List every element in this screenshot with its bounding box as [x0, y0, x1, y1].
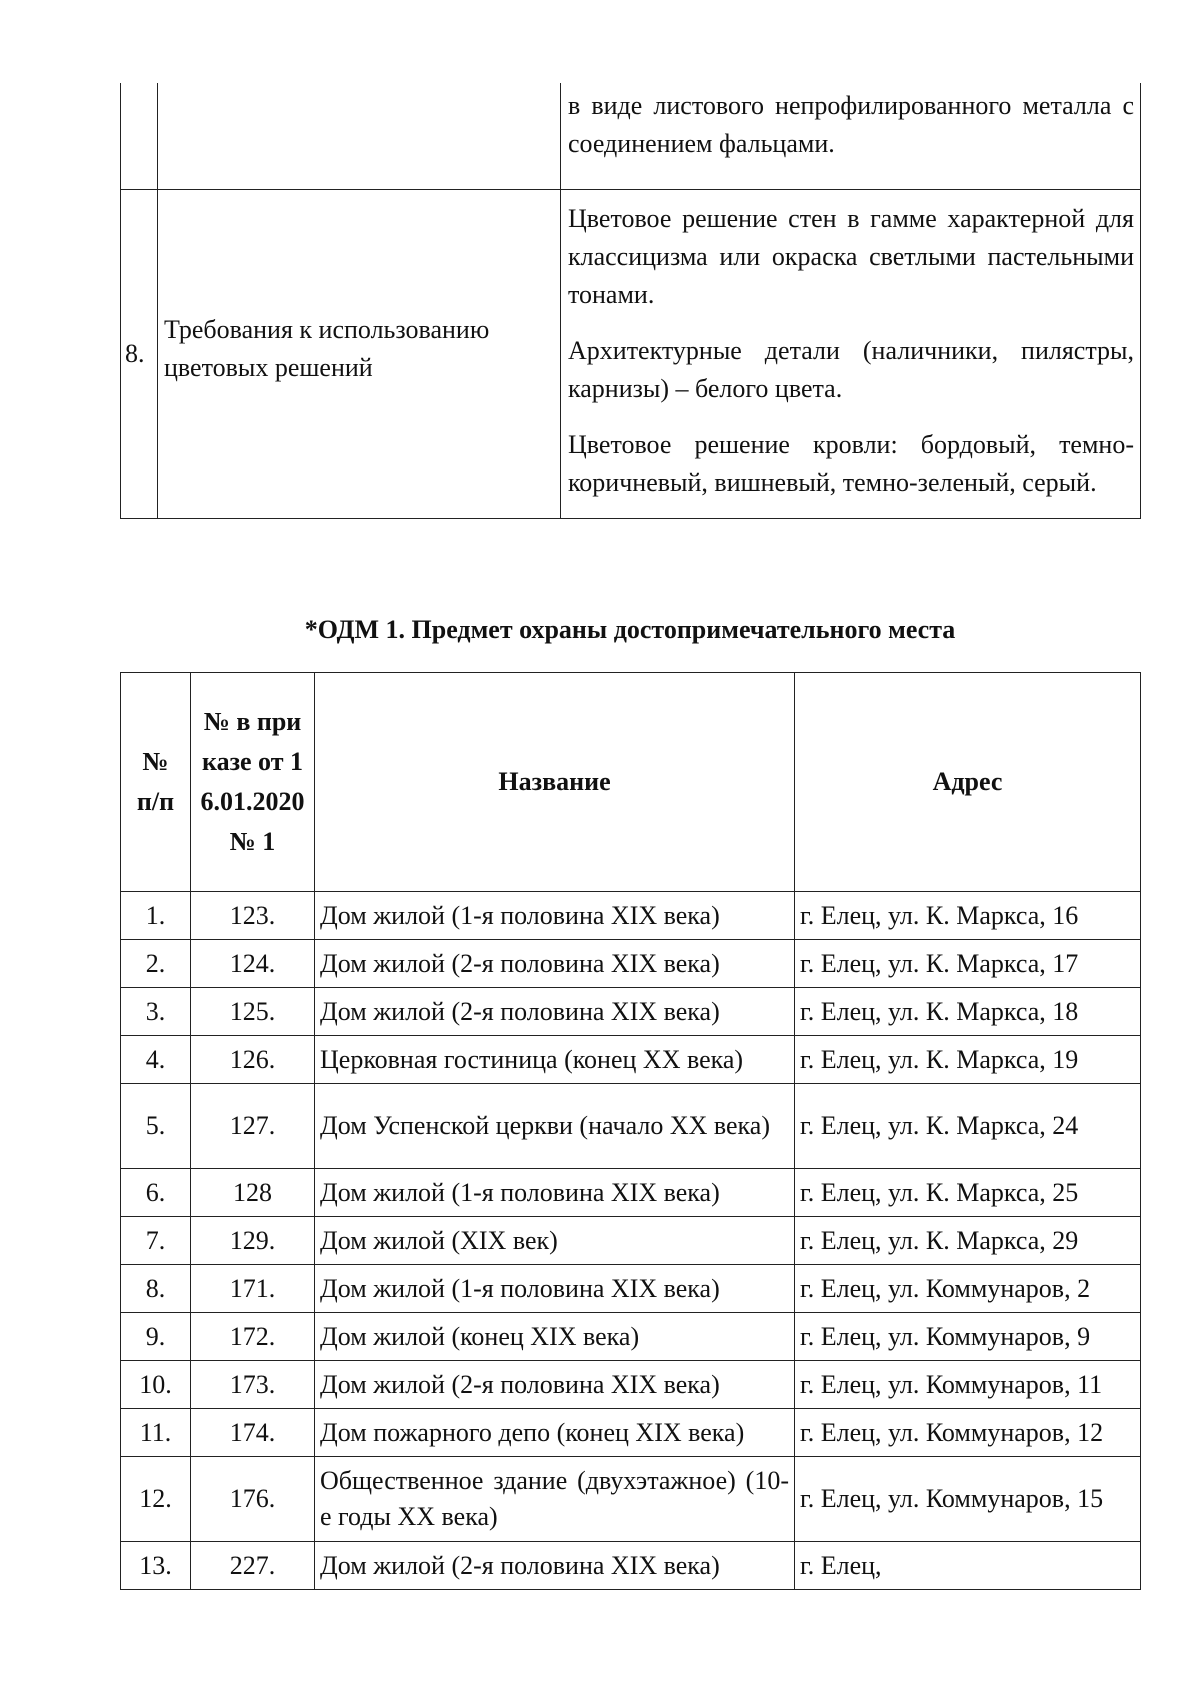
- row-address: г. Елец, ул. Коммунаров, 11: [795, 1361, 1141, 1409]
- requirement-text: Требования к использованию цветовых решений: [164, 315, 490, 382]
- header-order: № в приказе от 16.01.2020 № 1: [191, 673, 315, 892]
- table-row: [121, 1361, 1141, 1409]
- row-order: 227.: [191, 1542, 315, 1590]
- requirements-row: [121, 190, 1141, 519]
- section-title: *ОДМ 1. Предмет охраны достопримечательного места: [304, 615, 956, 644]
- row-address: г. Елец, ул. К. Маркса, 16: [795, 892, 1141, 940]
- table-row: [121, 1542, 1141, 1590]
- table-row: [121, 1313, 1141, 1361]
- row-address: г. Елец, ул. К. Маркса, 19: [795, 1036, 1141, 1084]
- row-name: Дом жилой (XIX век): [315, 1217, 795, 1265]
- row-name: Дом пожарного депо (конец XIX века): [315, 1409, 795, 1457]
- row-order: 126.: [191, 1036, 315, 1084]
- row-address: г. Елец, ул. Коммунаров, 15: [795, 1457, 1141, 1542]
- header-num: № п/п: [121, 673, 191, 892]
- row-name: Дом жилой (1-я половина XIX века): [315, 1265, 795, 1313]
- table-row: [121, 1217, 1141, 1265]
- row-order: 125.: [191, 988, 315, 1036]
- row-num: 10.: [121, 1361, 191, 1409]
- row-address: г. Елец, ул. Коммунаров, 12: [795, 1409, 1141, 1457]
- row-name: Дом жилой (2-я половина XIX века): [315, 1542, 795, 1590]
- row-num: 7.: [121, 1217, 191, 1265]
- row-address: г. Елец, ул. К. Маркса, 18: [795, 988, 1141, 1036]
- row-order: 174.: [191, 1409, 315, 1457]
- row-address: г. Елец, ул. К. Маркса, 25: [795, 1169, 1141, 1217]
- odm-header-row: [121, 673, 1141, 892]
- table-row: [121, 988, 1141, 1036]
- row-address: г. Елец, ул. К. Маркса, 17: [795, 940, 1141, 988]
- row-name: Дом жилой (1-я половина XIX века): [315, 892, 795, 940]
- row-num: 11.: [121, 1409, 191, 1457]
- row-number: 8.: [121, 190, 158, 519]
- row-address: г. Елец, ул. К. Маркса, 24: [795, 1084, 1141, 1169]
- row-name: Дом жилой (1-я половина XIX века): [315, 1169, 795, 1217]
- row-name: Общественное здание (двухэтажное) (10-е годы XX века): [315, 1457, 795, 1542]
- row-num: 3.: [121, 988, 191, 1036]
- row-order: 172.: [191, 1313, 315, 1361]
- continuation-text: в виде листового непрофилированного металла с соединением фальцами.: [568, 91, 1134, 158]
- header-address: Адрес: [795, 673, 1141, 892]
- row-order: 171.: [191, 1265, 315, 1313]
- value-paragraph: Архитектурные детали (наличники, пилястры, карнизы) – белого цвета.: [568, 336, 1134, 403]
- row-name: Дом жилой (конец XIX века): [315, 1313, 795, 1361]
- row-number-cell: [121, 83, 158, 190]
- row-order: 173.: [191, 1361, 315, 1409]
- odm-table: [120, 672, 1141, 1590]
- requirements-row-continuation: [121, 83, 1141, 190]
- row-order: 127.: [191, 1084, 315, 1169]
- row-name: Дом Успенской церкви (начало XX века): [315, 1084, 795, 1169]
- row-address: г. Елец, ул. Коммунаров, 9: [795, 1313, 1141, 1361]
- row-order: 129.: [191, 1217, 315, 1265]
- row-name: Дом жилой (2-я половина XIX века): [315, 1361, 795, 1409]
- row-num: 1.: [121, 892, 191, 940]
- table-row: [121, 1169, 1141, 1217]
- row-order: 176.: [191, 1457, 315, 1542]
- row-address: г. Елец, ул. Коммунаров, 2: [795, 1265, 1141, 1313]
- row-num: 12.: [121, 1457, 191, 1542]
- requirements-table: [120, 83, 1141, 519]
- row-num: 5.: [121, 1084, 191, 1169]
- row-address: г. Елец,: [795, 1542, 1141, 1590]
- header-name: Название: [315, 673, 795, 892]
- table-row: [121, 892, 1141, 940]
- row-num: 4.: [121, 1036, 191, 1084]
- row-order: 123.: [191, 892, 315, 940]
- row-num: 6.: [121, 1169, 191, 1217]
- value-paragraph: Цветовое решение кровли: бордовый, темно-коричневый, вишневый, темно-зеленый, серый.: [568, 430, 1134, 497]
- requirement-cell: [158, 83, 561, 190]
- table-row: [121, 1084, 1141, 1169]
- value-cell: [561, 83, 1141, 190]
- row-name: Церковная гостиница (конец XX века): [315, 1036, 795, 1084]
- row-name: Дом жилой (2-я половина XIX века): [315, 988, 795, 1036]
- row-order: 128: [191, 1169, 315, 1217]
- row-num: 8.: [121, 1265, 191, 1313]
- table-row: [121, 1265, 1141, 1313]
- row-order: 124.: [191, 940, 315, 988]
- row-num: 2.: [121, 940, 191, 988]
- row-num: 13.: [121, 1542, 191, 1590]
- table-row: [121, 1409, 1141, 1457]
- row-name: Дом жилой (2-я половина XIX века): [315, 940, 795, 988]
- table-row: [121, 940, 1141, 988]
- value-paragraph: Цветовое решение стен в гамме характерной для классицизма или окраска светлыми пастельными тонами.: [568, 204, 1134, 309]
- value-cell: [561, 190, 1141, 519]
- row-address: г. Елец, ул. К. Маркса, 29: [795, 1217, 1141, 1265]
- table-row: [121, 1036, 1141, 1084]
- table-row: [121, 1457, 1141, 1542]
- row-num: 9.: [121, 1313, 191, 1361]
- requirement-cell: [158, 190, 561, 519]
